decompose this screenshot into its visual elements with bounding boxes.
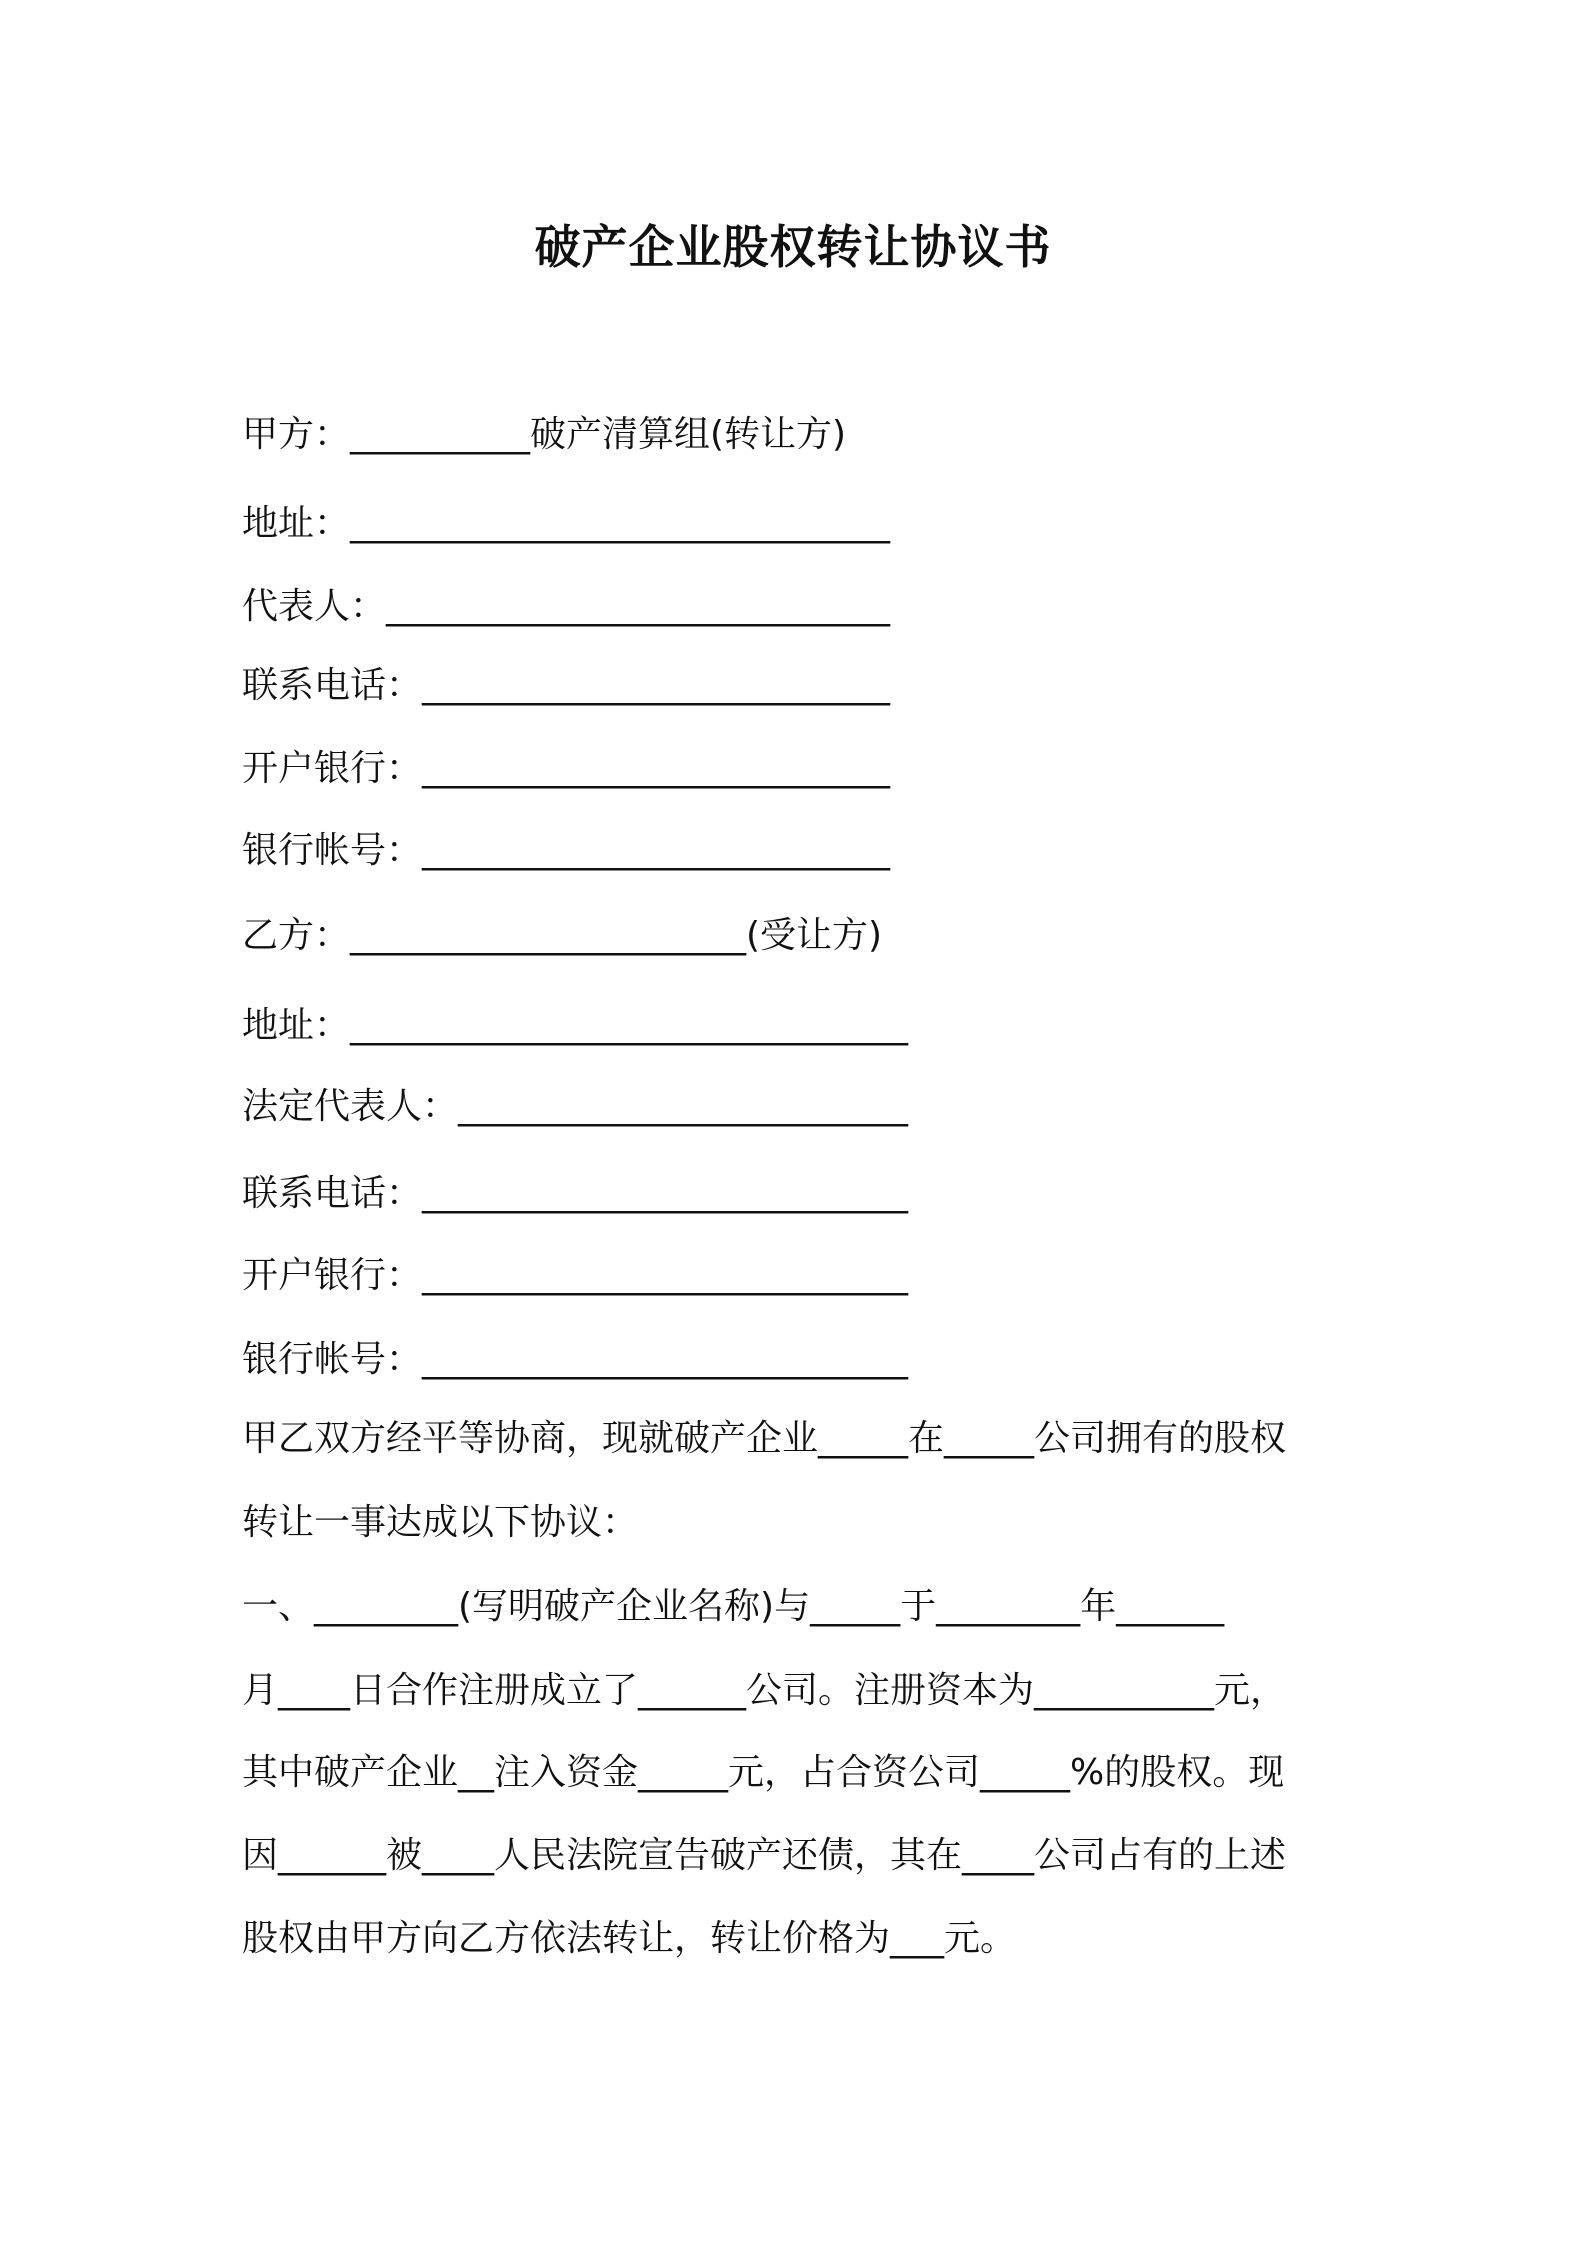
clause-1-line-3: 其中破产企业__注入资金_____元，占合资公司_____%的股权。现	[242, 1752, 1285, 1793]
party-a-account: 银行帐号：__________________________	[242, 830, 891, 871]
party-b-name-line: 乙方：______________________(受让方)	[242, 915, 883, 956]
party-b-address: 地址：_______________________________	[242, 1005, 909, 1046]
clause-1-line-5: 股权由甲方向乙方依法转让，转让价格为___元。	[242, 1918, 1017, 1959]
party-b-legal-representative: 法定代表人：_________________________	[242, 1086, 909, 1127]
party-b-phone: 联系电话：___________________________	[242, 1173, 909, 1214]
preamble-line-2: 转让一事达成以下协议：	[242, 1502, 639, 1543]
party-b-account: 银行帐号：___________________________	[242, 1339, 909, 1380]
party-a-bank: 开户银行：__________________________	[242, 748, 891, 789]
clause-1-line-1: 一、________(写明破产企业名称)与_____于________年______	[242, 1586, 1225, 1627]
party-a-address: 地址：______________________________	[242, 503, 891, 544]
party-b-bank: 开户银行：___________________________	[242, 1255, 909, 1296]
preamble-line-1: 甲乙双方经平等协商，现就破产企业_____在_____公司拥有的股权	[242, 1418, 1287, 1459]
clause-1-line-4: 因______被____人民法院宣告破产还债，其在____公司占有的上述	[242, 1835, 1287, 1876]
clause-1-line-2: 月____日合作注册成立了______公司。注册资本为__________元，	[242, 1670, 1287, 1711]
party-a-representative: 代表人：____________________________	[242, 586, 891, 627]
document-title: 破产企业股权转让协议书	[534, 220, 1052, 274]
party-a-name-line: 甲方：__________破产清算组(转让方)	[242, 414, 847, 455]
party-a-phone: 联系电话：__________________________	[242, 665, 891, 706]
